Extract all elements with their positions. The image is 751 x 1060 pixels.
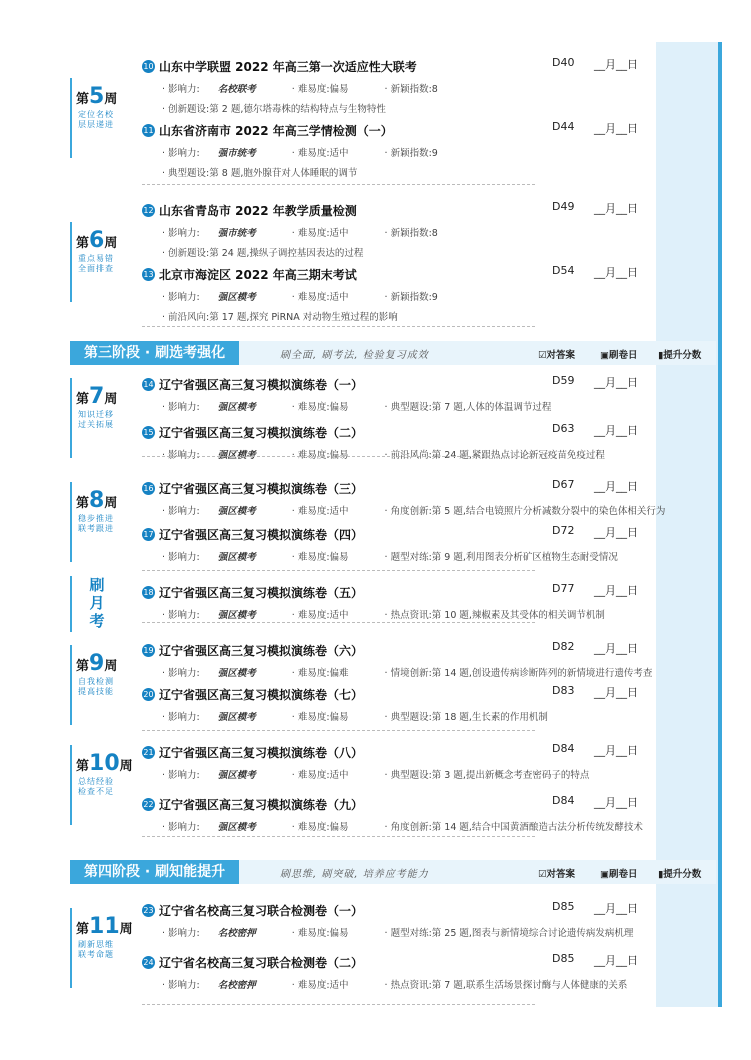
item-number: 17 [143, 530, 154, 539]
divider [142, 326, 535, 327]
page-code: D84 [552, 794, 575, 807]
item-title: 辽宁省强区高三复习模拟演练卷（九） [159, 798, 364, 812]
date-blank[interactable]: __月__日 [594, 686, 638, 699]
item-title: 山东省济南市 2022 年高三学情检测（一） [159, 124, 393, 138]
item-meta: · 影响力: 强市统考 · 难易度:适中 · 新颖指数:8 [162, 228, 438, 239]
item-title: 辽宁省强区高三复习模拟演练卷（四） [159, 528, 364, 542]
exam-item [142, 200, 652, 259]
page-code: D49 [552, 200, 575, 213]
date-blank[interactable]: __月__日 [594, 796, 638, 809]
item-number: 24 [143, 958, 154, 967]
page-code: D63 [552, 422, 575, 435]
date-blank[interactable]: __月__日 [594, 266, 638, 279]
stage-title: 第四阶段 · 刷知能提升 [70, 860, 239, 884]
week-9-label: 第9周 自我检测 提高技能 [70, 645, 126, 725]
item-meta: · 影响力: 强区模考 · 难易度:偏难 · 情境创新:第 14 题,创设遗传病诊断阵列的新情境进行遗传考查 [162, 668, 653, 679]
page-code: D77 [552, 582, 575, 595]
item-number: 10 [143, 62, 154, 71]
exam-item [142, 742, 652, 781]
item-number: 13 [143, 270, 154, 279]
item-meta: · 影响力: 强区模考 · 难易度:偏易 · 题型对练:第 9 题,利用图表分析矿区植物生态耐受情况 [162, 552, 618, 563]
item-number: 22 [143, 800, 154, 809]
divider [142, 1004, 535, 1005]
item-meta: · 影响力: 强区模考 · 难易度:适中 · 典型题设:第 3 题,提出新概念考查密码子的特点 [162, 770, 590, 781]
score-button[interactable]: ▮提升分数 [658, 350, 702, 361]
item-note: · 前沿风向:第 17 题,探究 PiRNA 对动物生殖过程的影响 [162, 312, 398, 323]
date-blank[interactable]: __月__日 [594, 584, 638, 597]
divider [142, 622, 535, 623]
exam-item [142, 56, 652, 115]
item-number: 21 [143, 748, 154, 757]
stage-4-bar [70, 860, 716, 884]
item-title: 辽宁省强区高三复习模拟演练卷（五） [159, 586, 364, 600]
item-meta: · 影响力: 名校密押 · 难易度:适中 · 热点资讯:第 7 题,联系生活场景探讨酶与人体健康的关系 [162, 980, 628, 991]
date-blank[interactable]: __月__日 [594, 744, 638, 757]
item-note: · 创新题设:第 24 题,操纵子调控基因表达的过程 [162, 248, 364, 259]
stage-3-bar [70, 341, 716, 365]
exam-item [142, 582, 652, 621]
week-8-label: 第8周 稳步推进 联考跟进 [70, 482, 126, 562]
item-number: 23 [143, 906, 154, 915]
divider [142, 456, 535, 457]
page-code: D67 [552, 478, 575, 491]
exam-item [142, 952, 652, 991]
item-meta: · 影响力: 强区模考 · 难易度:偏易 · 角度创新:第 14 题,结合中国黄酒酿造古法分析传统发酵技术 [162, 822, 643, 833]
divider [142, 570, 535, 571]
date-blank[interactable]: __月__日 [594, 480, 638, 493]
item-title: 辽宁省名校高三复习联合检测卷（一） [159, 904, 364, 918]
week-10-label: 第10周 总结经验 检查不足 [70, 745, 126, 825]
page-code: D40 [552, 56, 575, 69]
answer-button[interactable]: ☑对答案 [538, 869, 576, 880]
item-meta: · 影响力: 强区模考 · 难易度:适中 · 新颖指数:9 [162, 292, 438, 303]
exam-item [142, 640, 652, 679]
exam-item [142, 264, 652, 323]
item-number: 14 [143, 380, 154, 389]
item-number: 11 [143, 126, 154, 135]
stage-title: 第三阶段 · 刷选考强化 [70, 341, 239, 365]
rail-stripe [718, 42, 722, 1007]
item-title: 辽宁省强区高三复习模拟演练卷（三） [159, 482, 364, 496]
item-number: 15 [143, 428, 154, 437]
item-number: 18 [143, 588, 154, 597]
item-meta: · 影响力: 强区模考 · 难易度:适中 · 热点资讯:第 10 题,辣椒素及其受体的相关调节机制 [162, 610, 605, 621]
item-meta: · 影响力: 名校联考 · 难易度:偏易 · 新颖指数:8 [162, 84, 438, 95]
page-code: D59 [552, 374, 575, 387]
item-title: 辽宁省强区高三复习模拟演练卷（一） [159, 378, 364, 392]
date-blank[interactable]: __月__日 [594, 526, 638, 539]
month-exam-label: 刷 月 考 [70, 576, 122, 632]
date-blank[interactable]: __月__日 [594, 954, 638, 967]
page-code: D83 [552, 684, 575, 697]
item-meta: · 影响力: 强区模考 · 难易度:偏易 · 典型题设:第 7 题,人体的体温调节过程 [162, 402, 552, 413]
exam-item [142, 794, 652, 833]
exam-item [142, 478, 666, 517]
item-title: 辽宁省强区高三复习模拟演练卷（八） [159, 746, 364, 760]
exam-item [142, 900, 652, 939]
item-meta: · 影响力: 强市统考 · 难易度:适中 · 新颖指数:9 [162, 148, 438, 159]
date-blank[interactable]: __月__日 [594, 202, 638, 215]
week-6-label: 第6周 重点易错 全面排查 [70, 222, 126, 302]
week-7-label: 第7周 知识迁移 过关拓展 [70, 378, 126, 458]
divider [142, 836, 535, 837]
item-title: 山东中学联盟 2022 年高三第一次适应性大联考 [159, 60, 417, 74]
divider [142, 730, 535, 731]
page-code: D54 [552, 264, 575, 277]
item-meta: · 影响力: 强区模考 · 难易度:偏易 · 前沿风尚:第 24 题,紧跟热点讨论新冠疫苗免疫过程 [162, 450, 605, 461]
item-note: · 创新题设:第 2 题,德尔塔毒株的结构特点与生物特性 [162, 104, 386, 115]
date-blank[interactable]: __月__日 [594, 122, 638, 135]
date-blank[interactable]: __月__日 [594, 376, 638, 389]
item-note: · 典型题设:第 8 题,胞外腺苷对人体睡眠的调节 [162, 168, 358, 179]
item-title: 北京市海淀区 2022 年高三期末考试 [159, 268, 357, 282]
page-code: D85 [552, 952, 575, 965]
item-title: 辽宁省强区高三复习模拟演练卷（二） [159, 426, 364, 440]
exam-day-button[interactable]: ▣刷卷日 [600, 350, 638, 361]
date-blank[interactable]: __月__日 [594, 424, 638, 437]
date-blank[interactable]: __月__日 [594, 642, 638, 655]
stage-slogan: 刷思维, 刷突破, 培养应考能力 [280, 869, 429, 880]
page-code: D82 [552, 640, 575, 653]
page-code: D44 [552, 120, 575, 133]
page-code: D72 [552, 524, 575, 537]
date-blank[interactable]: __月__日 [594, 902, 638, 915]
item-meta: · 影响力: 强区模考 · 难易度:适中 · 角度创新:第 5 题,结合电镜照片分析减数分裂中的染色体相关行为 [162, 506, 666, 517]
item-number: 20 [143, 690, 154, 699]
exam-day-button[interactable]: ▣刷卷日 [600, 869, 638, 880]
page-code: D84 [552, 742, 575, 755]
week-11-label: 第11周 刷新思维 联考命题 [70, 908, 126, 988]
item-meta: · 影响力: 强区模考 · 难易度:偏易 · 典型题设:第 18 题,生长素的作用机制 [162, 712, 548, 723]
week-5-label: 第5周 定位名校 层层递进 [70, 78, 126, 158]
item-title: 辽宁省名校高三复习联合检测卷（二） [159, 956, 364, 970]
item-number: 12 [143, 206, 154, 215]
item-title: 山东省青岛市 2022 年教学质量检测 [159, 204, 357, 218]
item-title: 辽宁省强区高三复习模拟演练卷（六） [159, 644, 364, 658]
exam-item [142, 374, 652, 413]
item-title: 辽宁省强区高三复习模拟演练卷（七） [159, 688, 364, 702]
exam-item [142, 120, 652, 179]
answer-button[interactable]: ☑对答案 [538, 350, 576, 361]
page-code: D85 [552, 900, 575, 913]
item-number: 16 [143, 484, 154, 493]
divider [142, 184, 535, 185]
exam-item [142, 684, 652, 723]
item-number: 19 [143, 646, 154, 655]
item-meta: · 影响力: 名校密押 · 难易度:偏易 · 题型对练:第 25 题,图表与新情境综合讨论遗传病发病机理 [162, 928, 634, 939]
score-button[interactable]: ▮提升分数 [658, 869, 702, 880]
date-blank[interactable]: __月__日 [594, 58, 638, 71]
exam-item [142, 524, 652, 563]
stage-slogan: 刷全面, 刷考法, 检验复习成效 [280, 350, 429, 361]
